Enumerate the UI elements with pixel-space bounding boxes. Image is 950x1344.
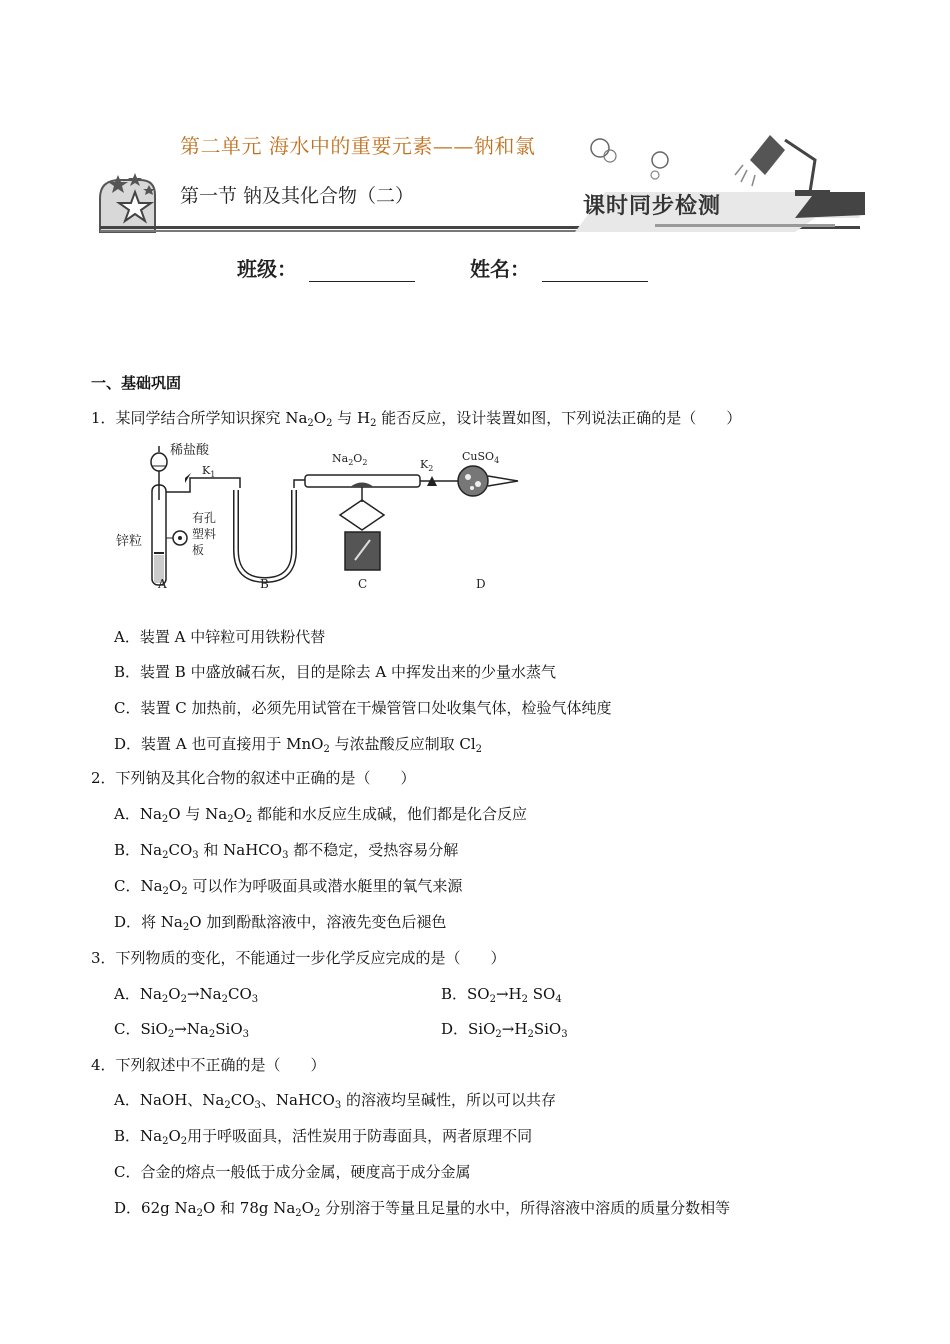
apparatus-diagram bbox=[110, 440, 530, 600]
question-4-option-b: B．$Na_2O_2$用于呼吸面具，活性炭用于防毒面具，两者原理不同 bbox=[114, 1127, 533, 1147]
label-zinc: 锌粒 bbox=[116, 534, 143, 549]
question-3-option-b: B．$SO_2\to H_2$ $SO_4$ bbox=[441, 985, 562, 1005]
label-c: C bbox=[358, 577, 368, 591]
question-4-stem: 4．下列叙述中不正确的是（ ） bbox=[91, 1056, 326, 1074]
class-label: 班级： bbox=[237, 257, 297, 281]
apparatus-c bbox=[305, 475, 455, 570]
label-plate-2: 塑料 bbox=[192, 527, 217, 541]
question-3-stem: 3．下列物质的变化，不能通过一步化学反应完成的是（ ） bbox=[91, 949, 506, 967]
name-blank[interactable] bbox=[542, 263, 648, 282]
question-3-option-c: C．$SiO_2\to Na_2SiO_3$ bbox=[114, 1020, 249, 1040]
question-4-option-c: C．合金的熔点一般低于成分金属，硬度高于成分金属 bbox=[114, 1163, 471, 1181]
unit-title: 第二单元 海水中的重要元素——钠和氯 bbox=[180, 134, 536, 158]
question-2-option-a: A．$Na_2O$ 与 $Na_2O_2$ 都能和水反应生成碱，他们都是化合反应 bbox=[114, 805, 528, 825]
question-1-option-c: C．装置 C 加热前，必须先用试管在干燥管管口处收集气体，检验气体纯度 bbox=[114, 699, 612, 717]
label-a: A bbox=[158, 577, 167, 591]
label-b: B bbox=[260, 577, 269, 591]
label-d: D bbox=[476, 577, 486, 591]
label-plate-1: 有孔 bbox=[192, 511, 217, 525]
desk-lamp-icon bbox=[735, 135, 830, 196]
question-4-option-a: A．NaOH、$Na_2CO_3$、NaHCO$_3$ 的溶液均呈碱性，所以可以共存 bbox=[114, 1091, 556, 1111]
class-blank[interactable] bbox=[309, 263, 415, 282]
label-plate-3: 板 bbox=[192, 543, 205, 557]
label-acid: 稀盐酸 bbox=[170, 443, 210, 458]
question-1-option-d: D．装置 A 也可直接用于 MnO$_2$ 与浓盐酸反应制取 $Cl_2$ bbox=[114, 735, 483, 755]
name-label: 姓名： bbox=[470, 257, 530, 281]
question-1-option-a: A．装置 A 中锌粒可用铁粉代替 bbox=[114, 628, 326, 646]
name-field bbox=[470, 253, 648, 282]
question-4-option-d: D．62g $Na_2O$ 和 78g $Na_2O_2$ 分别溶于等量且足量的水中，所得溶液中溶质的质量分数相等 bbox=[114, 1199, 731, 1219]
apparatus-d bbox=[455, 466, 518, 496]
question-2-option-c: C．$Na_2O_2$ 可以作为呼吸面具或潜水艇里的氧气来源 bbox=[114, 877, 463, 897]
label-na2o2: $Na_2O_2$ bbox=[332, 452, 368, 467]
bubble-icon bbox=[591, 139, 609, 157]
question-2-option-b: B．$Na_2CO_3$ 和 NaHCO$_3$ 都不稳定，受热容易分解 bbox=[114, 841, 459, 861]
class-field bbox=[237, 253, 415, 282]
question-3-option-d: D．$SiO_2\to H_2SiO_3$ bbox=[441, 1020, 568, 1040]
section-title: 第一节 钠及其化合物（二） bbox=[180, 185, 415, 207]
label-cuso4: CuSO$_4$ bbox=[462, 450, 500, 465]
question-2-option-d: D．将 $Na_2O$ 加到酚酞溶液中，溶液先变色后褪色 bbox=[114, 913, 447, 933]
question-3-option-a: A．$Na_2O_2\to Na_2CO_3$ bbox=[114, 985, 259, 1005]
part-heading: 一、基础巩固 bbox=[91, 374, 182, 392]
label-k1: $K_1$ bbox=[202, 464, 216, 479]
question-1-option-b: B．装置 B 中盛放碱石灰，目的是除去 A 中挥发出来的少量水蒸气 bbox=[114, 663, 556, 681]
badge-text: 课时同步检测 bbox=[583, 193, 722, 219]
star-badge-icon bbox=[100, 173, 155, 232]
question-2-stem: 2．下列钠及其化合物的叙述中正确的是（ ） bbox=[91, 769, 416, 787]
apparatus-b bbox=[236, 480, 305, 580]
label-k2: $K_2$ bbox=[420, 458, 434, 473]
question-1-stem: 1．某同学结合所学知识探究 $Na_2O_2$ 与 $H_2$ 能否反应，设计装置如图，下列说法正确的是（ ） bbox=[91, 409, 742, 429]
